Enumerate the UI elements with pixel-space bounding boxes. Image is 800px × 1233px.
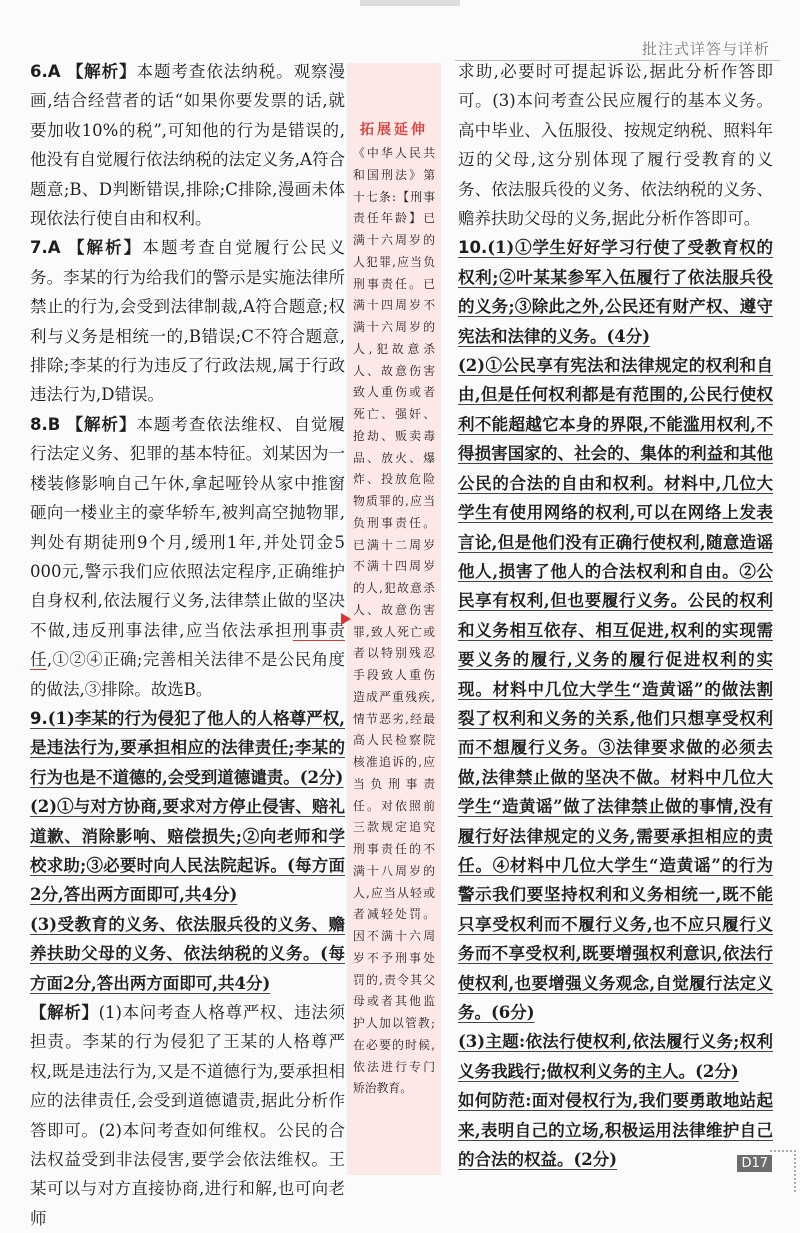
q7-answer: A: [47, 238, 61, 258]
q9-analysis: [30, 998, 345, 1233]
q8-number: 8.: [30, 414, 48, 434]
q10-part-4: 如何防范:面对侵权行为,我们要勇敢地站起来,表明自己的立场,积极运用法律维护自己的合法的权益。(2分): [458, 1091, 773, 1170]
q8-highlight: 刑事责任: [30, 620, 345, 670]
q10-part-1-text: (1)①学生好好学习行使了受教育权的权利;②叶某某参军入伍履行了依法服兵役的义务;③除此之外,公民还有财产权、遵守宪法和法律的义务。(4分): [458, 238, 773, 346]
scan-top-mark: [360, 0, 460, 6]
q6-text: 本题考查依法纳税。观察漫画,结合经营者的话“如果你要发票的话,就要加收10%的税”,可知他的行为是错误的,他没有自觉履行依法纳税的法定义务,A符合题意;B、D判断错误,排除;C排除,漫画未体现依法行使自由和权利。: [30, 62, 346, 229]
margin-note: [347, 63, 441, 1175]
q6-number: 6.: [30, 62, 48, 81]
question-10: [458, 233, 773, 1174]
q8-tag: 【解析】: [66, 414, 137, 434]
q10-part-3: (3)主题:依法行使权利,依法履行义务;权利义务我践行;做权利义务的主人。(2分): [458, 1032, 773, 1081]
question-7: [30, 233, 345, 409]
q10-part-1: [458, 233, 773, 351]
q6-tag: 【解析】: [66, 62, 137, 81]
corner-decoration: [770, 1150, 796, 1192]
page-number: D17: [737, 1155, 772, 1172]
q9-part-3: (3)受教育的义务、依法服兵役的义务、赡养扶助父母的义务、依法纳税的义务。(每方面2分,答出两方面即可,共4分): [30, 914, 345, 993]
q8-text-b: ,①②④正确;完善相关法律不是公民角度的做法,③排除。故选B。: [30, 650, 346, 699]
q8-text-a: 本题考查依法维权、自觉履行法定义务、犯罪的基本特征。刘某因为一楼装修影响自己午休,拿起哑铃从家中推窗砸向一楼业主的豪华轿车,被判高空抛物罪,判处有期徒刑9个月,缓刑1年,并处罚金5 000元,警示我们应依照法定程序,正确维护自身权利,依法履行义务,法律禁止做的坚决不做,违反刑事法律,应当依法承担: [30, 414, 346, 640]
q7-text: 本题考查自觉履行公民义务。李某的行为给我们的警示是实施法律所禁止的行为,会受到法律制裁,A符合题意;权利与义务是相统一的,B错误;C不符合题意,排除;李某的行为违反了行政法规,属于行政违法行为,D错误。: [30, 238, 346, 405]
page-header-title: 批注式详答与详析: [641, 40, 770, 58]
q9-part-1: [30, 704, 345, 792]
question-6: [30, 57, 345, 233]
q7-number: 7.: [30, 238, 48, 258]
margin-note-title: 拓展延伸: [360, 122, 428, 138]
q6-answer: A: [47, 62, 61, 81]
q10-number: 10.: [458, 238, 488, 258]
left-column: [30, 57, 345, 1233]
q8-answer: B: [47, 414, 61, 434]
margin-note-text: 《中华人民共和国刑法》第十七条:【刑事责任年龄】已满十六周岁的人犯罪,应当负刑事责任。已满十四周岁不满十六周岁的人,犯故意杀人、故意伤害致人重伤或者死亡、强奸、抢劫、贩卖毒品、放火、爆炸、投放危险物质罪的,应当负刑事责任。已满十二周岁不满十四周岁的人,犯故意杀人、故意伤害罪,致人死亡或者以特别残忍手段致人重伤造成严重残疾,情节恶劣,经最高人民检察院核准追诉的,应当负刑事责任。对依照前三款规定追究刑事责任的不满十八周岁的人,应当从轻或者减轻处罚。因不满十六周岁不予刑事处罚的,责令其父母或者其他监护人加以管教;在必要的时候,依法进行专门矫治教育。: [353, 146, 435, 1096]
q9-analysis-text: (1)本问考查人格尊严权、违法须担责。李某的行为侵犯了王某的人格尊严权,既是违法行为,又是不道德行为,要承担相应的法律责任,会受到道德谴责,据此分析作答即可。(2)本问考查如何维权。公民的合法权益受到非法侵害,要学会依法维权。王某可以与对方直接协商,进行和解,也可向老师: [30, 1003, 346, 1228]
question-9: [30, 704, 345, 1233]
q9-analysis-continued: 求助,必要时可提起诉讼,据此分析作答即可。(3)本问考查公民应履行的基本义务。高中毕业、入伍服役、按规定纳税、照料年迈的父母,这分别体现了履行受教育的义务、依法服兵役的义务、依法纳税的义务、赡养扶助父母的义务,据此分析作答即可。: [458, 62, 773, 229]
q10-part-2: (2)①公民享有宪法和法律规定的权利和自由,但是任何权利都是有范围的,公民行使权利不能超越它本身的界限,不能滥用权利,不得损害国家的、社会的、集体的利益和其他公民的合法的自由和权利。材料中,几位大学生有使用网络的权利,可以在网络上发表言论,但是他们没有正确行使权利,随意造谣他人,损害了他人的合法权利和自由。②公民享有权利,但也要履行义务。公民的权利和义务相互依存、相互促进,权利的实现需要义务的履行,义务的履行促进权利的实现。材料中几位大学生“造黄谣”的做法割裂了权利和义务的关系,他们只想享受权利而不想履行义务。③法律要求做的必须去做,法律禁止做的坚决不做。材料中几位大学生“造黄谣”做了法律禁止做的事情,没有履行好法律规定的义务,需要承担相应的责任。④材料中几位大学生“造黄谣”的行为警示我们要坚持权利和义务相统一,既不能只享受权利而不履行义务,也不应只履行义务而不享受权利,既要增强权利意识,依法行使权利,也要增强义务观念,自觉履行法定义务。(6分): [458, 356, 773, 1022]
margin-note-arrow-icon: [341, 613, 351, 625]
q9-tag: 【解析】: [30, 1003, 99, 1022]
q7-tag: 【解析】: [67, 238, 143, 258]
q9-part-2: (2)①与对方协商,要求对方停止侵害、赔礼道歉、消除影响、赔偿损失;②向老师和学校求助;③必要时向人民法院起诉。(每方面2分,答出两方面即可,共4分): [30, 797, 345, 905]
right-column: [458, 57, 773, 1174]
q9-part-1-text: (1)李某的行为侵犯了他人的人格尊严权,是违法行为,要承担相应的法律责任;李某的行为也是不道德的,会受到道德谴责。(2分): [30, 708, 345, 787]
question-8: [30, 410, 345, 704]
q9-number: 9.: [30, 708, 48, 728]
